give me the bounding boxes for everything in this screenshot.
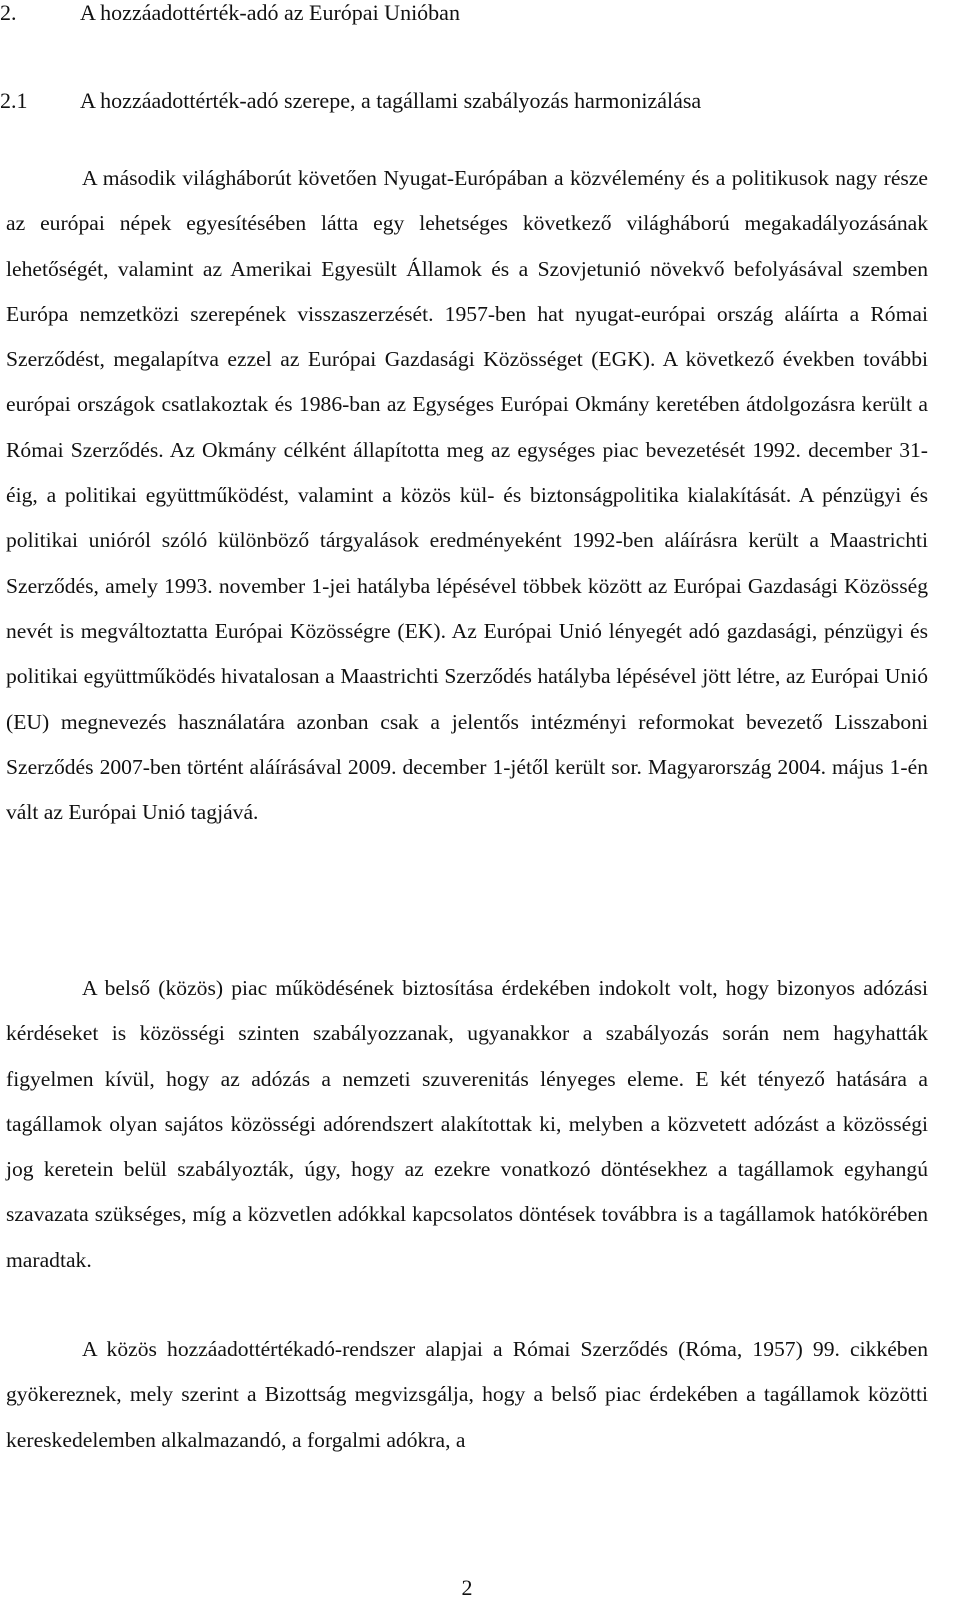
- body-paragraph: A második világháborút követően Nyugat-Európában a közvélemény és a politikusok nagy része az európai népek egyesítésében látta egy lehetséges következő világháború megakadályozásának lehetőségét, valamint az Amerikai Egyesült Államok és a Szovjetunió növekvő befolyásával szemben Európa nemzetközi szerepének visszaszerzését. 1957-ben hat nyugat-európai ország aláírta a Római Szerződést, megalapítva ezzel az Európai Gazdasági Közösséget (EGK). A következő években további európai országok csatlakoztak és 1986-ban az Egységes Európai Okmány keretében átdolgozásra került a Római Szerződés. Az Okmány célként állapította meg az egységes piac bevezetését 1992. december 31-éig, a politikai együttműködést, valamint a közös kül- és biztonságpolitika kialakítását. A pénzügyi és politikai unióról szóló különböző tárgyalások eredményeként 1992-ben aláírásra került a Maastrichti Szerződés, amely 1993. november 1-jei hatályba lépésével többek között az Európai Gazdasági Közösség nevét is megváltoztatta Európai Közösségre (EK). Az Európai Unió lényegét adó gazdasági, pénzügyi és politikai együttműködés hivatalosan a Maastrichti Szerződés hatályba lépésével jött létre, az Európai Unió (EU) megnevezés használatára azonban csak a jelentős intézményi reformokat bevezető Lisszaboni Szerződés 2007-ben történt aláírásával 2009. december 1-jétől került sor. Magyarország 2004. május 1-én vált az Európai Unió tagjává.: [6, 166, 928, 825]
- body-paragraph: A belső (közös) piac működésének biztosítása érdekében indokolt volt, hogy bizonyos adózási kérdéseket is közösségi szinten szabályozzanak, ugyanakkor a szabályozás során nem hagyhatták figyelmen kívül, hogy az adózás a nemzeti szuverenitás lényeges eleme. E két tényező hatására a tagállamok olyan sajátos közösségi adórendszert alakítottak ki, melyben a közvetett adózást a közösségi jog keretein belül szabályozták, úgy, hogy az ezekre vonatkozó döntésekhez a tagállamok egyhangú szavazata szükséges, míg a közvetlen adókkal kapcsolatos döntések továbbra is a tagállamok hatókörében maradtak.: [6, 976, 928, 1272]
- subsection-title: A hozzáadottérték-adó szerepe, a tagállami szabályozás harmonizálása: [80, 88, 702, 113]
- body-paragraph: A közös hozzáadottértékadó-rendszer alapjai a Római Szerződés (Róma, 1957) 99. cikkében gyökereznek, mely szerint a Bizottság megvizsgálja, hogy a belső piac érdekében a tagállamok közötti kereskedelemben alkalmazandó, a forgalmi adókra, a: [6, 1337, 928, 1452]
- page-number: 2: [461, 1575, 473, 1600]
- section-number: 2.: [0, 0, 17, 25]
- section-title: A hozzáadottérték-adó az Európai Unióban: [80, 0, 460, 25]
- subsection-heading: [0, 88, 701, 114]
- subsection-number: 2.1: [0, 88, 28, 113]
- section-heading: [0, 0, 460, 26]
